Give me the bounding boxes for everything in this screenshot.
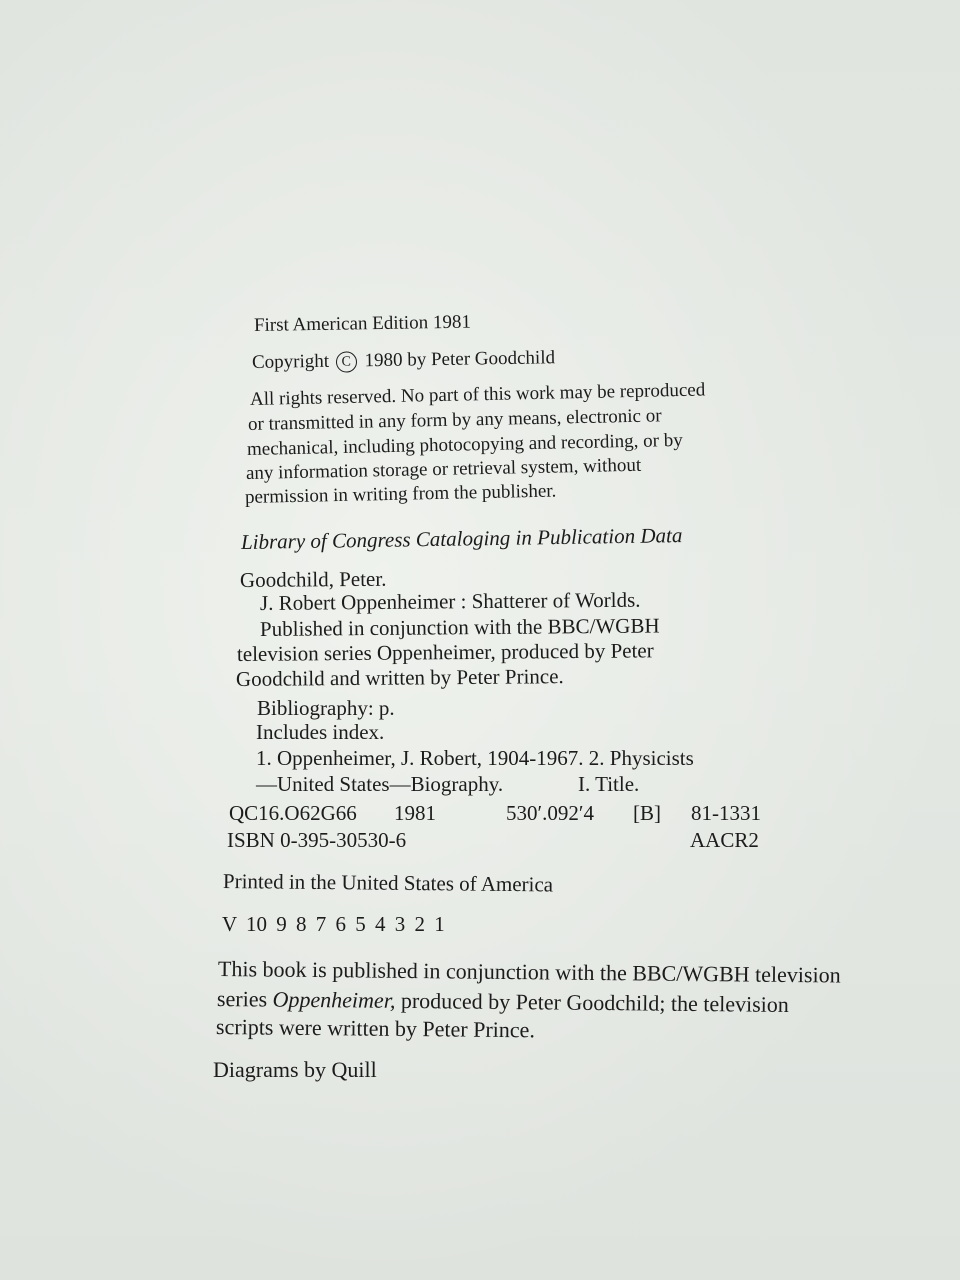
cip-subjects: 1. Oppenheimer, J. Robert, 1904-1967. 2. Physicists	[256, 746, 694, 770]
cip-note-line: Goodchild and written by Peter Prince.	[235, 664, 564, 691]
publication-note-text: series	[216, 986, 273, 1012]
printing-line: V 10 9 8 7 6 5 4 3 2 1	[222, 912, 445, 936]
rights-line: or transmitted in any form by any means, electronic or	[247, 405, 662, 435]
cip-note-line: television series Oppenheimer, produced by Peter	[236, 638, 654, 666]
rights-line: mechanical, including photocopying and recording, or by	[246, 429, 683, 460]
copyright-prefix: Copyright	[251, 350, 330, 373]
rights-line: All rights reserved. No part of this work may be reproduced	[249, 379, 706, 410]
cip-year: 1981	[394, 801, 436, 825]
cip-isbn: ISBN 0-395-30530-6	[227, 828, 407, 852]
cip-dewey: 530′.092′4	[506, 801, 594, 825]
cip-bibliography: Bibliography: p.	[257, 696, 395, 720]
rights-line: permission in writing from the publisher.	[244, 480, 557, 508]
cip-note-line: Published in conjunction with the BBC/WGBH	[259, 613, 660, 641]
cip-lccn: 81-1331	[691, 801, 761, 825]
publication-note-line	[217, 988, 789, 1016]
cip-biography-code: [B]	[633, 801, 661, 825]
publication-note-text: produced by Peter Goodchild; the television	[395, 987, 789, 1017]
diagrams-credit: Diagrams by Quill	[213, 1057, 377, 1082]
cip-aacr: AACR2	[690, 828, 759, 852]
publication-note-line: scripts were written by Peter Prince.	[215, 1014, 536, 1043]
cip-heading: Library of Congress Cataloging in Publication Data	[240, 523, 683, 554]
cip-index: Includes index.	[256, 720, 385, 744]
publication-note-line: This book is published in conjunction with the BBC/WGBH television	[217, 956, 841, 988]
cip-author: Goodchild, Peter.	[239, 566, 387, 592]
cip-subjects-cont: —United States—Biography.	[256, 772, 504, 796]
copyright-line	[252, 348, 555, 374]
edition-line: First American Edition 1981	[253, 311, 472, 336]
cip-title-entry: I. Title.	[578, 772, 640, 796]
series-title: Oppenheimer,	[272, 986, 396, 1013]
copyright-symbol-icon: C	[336, 351, 357, 372]
rights-line: any information storage or retrieval system, without	[245, 454, 642, 484]
printed-in: Printed in the United States of America	[222, 869, 554, 897]
copyright-text: 1980 by Peter Goodchild	[364, 347, 556, 372]
cip-call-number: QC16.O62G66	[229, 801, 357, 825]
cip-title: J. Robert Oppenheimer : Shatterer of Worlds.	[259, 587, 641, 615]
